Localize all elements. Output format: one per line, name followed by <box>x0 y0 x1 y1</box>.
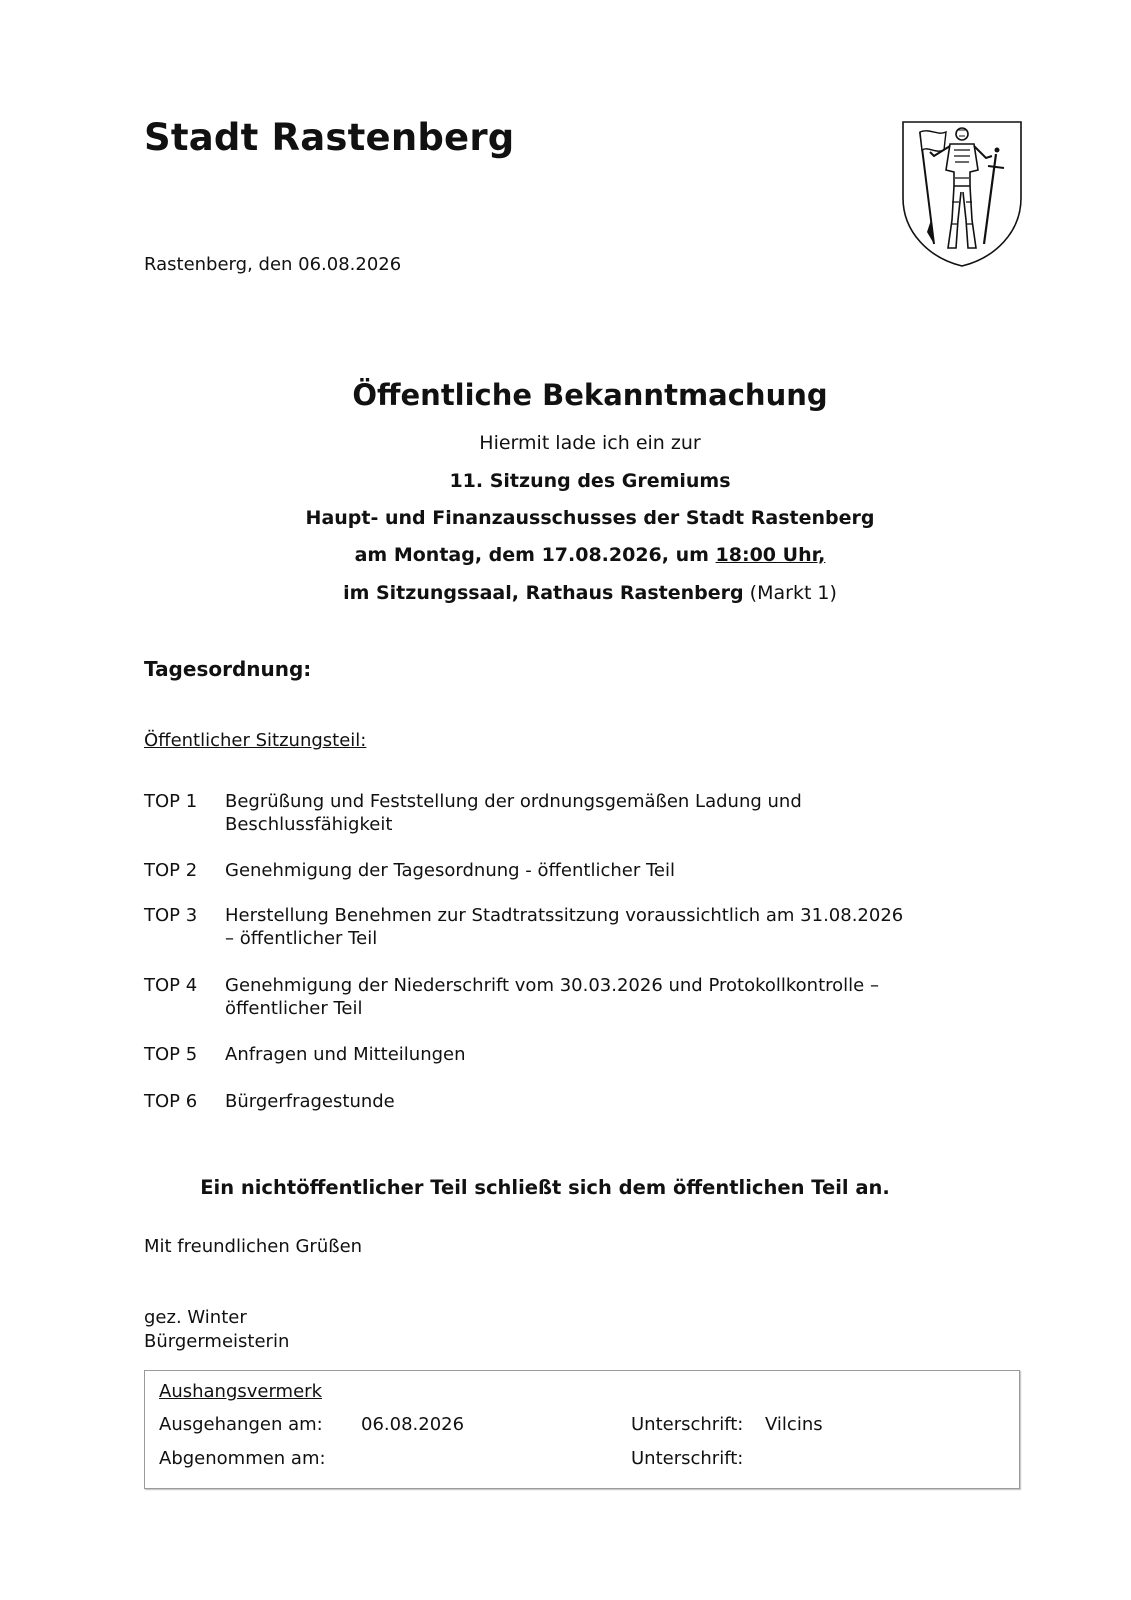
signed-by: gez. Winter <box>144 1307 247 1328</box>
agenda-item <box>144 974 905 1020</box>
agenda-item-text: Herstellung Benehmen zur Stadtratssitzung voraussichtlich am 31.08.2026 – öffentlicher Teil <box>225 905 904 949</box>
public-section-title: Öffentlicher Sitzungsteil: <box>144 730 367 751</box>
session-number: 11. Sitzung des Gremiums <box>449 470 731 492</box>
agenda-item-text: Anfragen und Mitteilungen <box>225 1044 466 1065</box>
posting-note-box <box>144 1370 1020 1489</box>
place-date: Rastenberg, den 06.08.2026 <box>144 254 402 275</box>
agenda-item-text: Genehmigung der Niederschrift vom 30.03.2026 und Protokollkontrolle – öffentlicher Teil <box>225 975 879 1019</box>
signature-block <box>144 1306 289 1354</box>
agenda-item-text: Begrüßung und Feststellung der ordnungsgemäßen Ladung und Beschlussfähigkeit <box>225 791 802 835</box>
committee-name: Haupt- und Finanzausschusses der Stadt Rastenberg <box>305 507 875 529</box>
invitation-intro: Hiermit lade ich ein zur <box>479 432 701 454</box>
agenda-item-number: TOP 5 <box>144 1044 198 1065</box>
meeting-date: am Montag, dem 17.08.2026, um <box>354 544 716 566</box>
agenda-item-number: TOP 6 <box>144 1091 198 1112</box>
posted-label: Ausgehangen am: <box>159 1414 323 1435</box>
greeting: Mit freundlichen Grüßen <box>144 1236 363 1257</box>
agenda-item-number: TOP 2 <box>144 860 198 881</box>
agenda-item <box>144 1043 865 1066</box>
announcement-title: Öffentliche Bekanntmachung <box>352 378 828 412</box>
agenda-item <box>144 790 865 836</box>
coat-of-arms-knight-icon <box>900 120 1024 268</box>
meeting-time: 18:00 Uhr, <box>715 544 826 566</box>
signature-label: Unterschrift: <box>631 1414 744 1435</box>
meeting-location-line <box>0 582 1131 604</box>
non-public-note: Ein nichtöffentlicher Teil schließt sich dem öffentlichen Teil an. <box>200 1176 890 1199</box>
meeting-location: im Sitzungssaal, Rathaus Rastenberg <box>343 582 744 604</box>
posted-date: 06.08.2026 <box>361 1414 465 1435</box>
signer-role: Bürgermeisterin <box>144 1331 290 1352</box>
signature-value: Vilcins <box>765 1414 823 1435</box>
agenda-item-number: TOP 1 <box>144 791 198 812</box>
meeting-address: (Markt 1) <box>743 582 837 604</box>
town-title: Stadt Rastenberg <box>144 116 515 159</box>
meeting-date-time <box>0 544 1131 566</box>
posting-note-title: Aushangsvermerk <box>159 1381 322 1402</box>
agenda-item-text: Genehmigung der Tagesordnung - öffentlicher Teil <box>225 860 675 881</box>
agenda-title: Tagesordnung: <box>144 657 312 681</box>
removed-label: Abgenommen am: <box>159 1448 326 1469</box>
agenda-item <box>144 904 905 950</box>
agenda-item <box>144 859 865 882</box>
agenda-item <box>144 1090 865 1113</box>
agenda-item-text: Bürgerfragestunde <box>225 1091 395 1112</box>
agenda-item-number: TOP 3 <box>144 905 198 926</box>
agenda-item-number: TOP 4 <box>144 975 198 996</box>
signature-label: Unterschrift: <box>631 1448 744 1469</box>
